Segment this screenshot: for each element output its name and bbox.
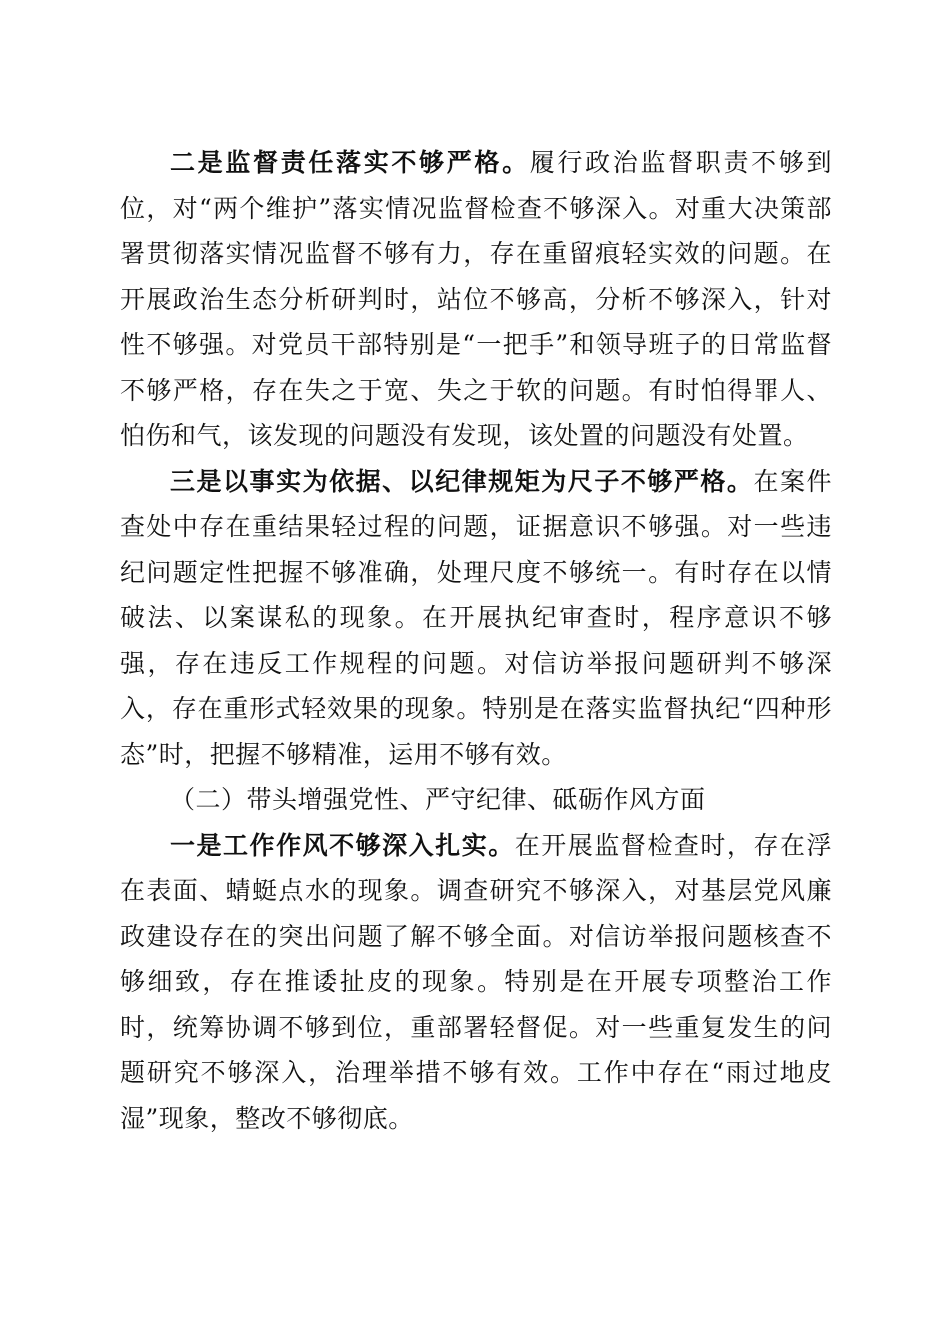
paragraph-body: 在开展监督检查时，存在浮在表面、蜻蜓点水的现象。调查研究不够深入，对基层党风廉政建设存在的突出问题了解不够全面。对信访举报问题核查不够细致，存在推诿扯皮的现象。特别是在开展专项整治工作时，统筹协调不够到位，重部署轻督促。对一些重复发生的问题研究不够深入，治理举措不够有效。工作中存在“雨过地皮湿”现象，整改不够彻底。 bbox=[120, 830, 832, 1133]
paragraph-lead: 三是以事实为依据、以纪律规矩为尺子不够严格。 bbox=[170, 466, 754, 496]
document-page bbox=[120, 140, 832, 1141]
paragraph-body: 履行政治监督职责不够到位，对“两个维护”落实情况监督检查不够深入。对重大决策部署贯彻落实情况监督不够有力，存在重留痕轻实效的问题。在开展政治生态分析研判时，站位不够高，分析不够深入，针对性不够强。对党员干部特别是“一把手”和领导班子的日常监督不够严格，存在失之于宽、失之于软的问题。有时怕得罪人、怕伤和气，该发现的问题没有发现，该处置的问题没有处置。 bbox=[120, 148, 832, 450]
paragraph-body: 在案件查处中存在重结果轻过程的问题，证据意识不够强。对一些违纪问题定性把握不够准确，处理尺度不够统一。有时存在以情破法、以案谋私的现象。在开展执纪审查时，程序意识不够强，存在违反工作规程的问题。对信访举报问题研判不够深入，存在重形式轻效果的现象。特别是在落实监督执纪“四种形态”时，把握不够精准，运用不够有效。 bbox=[120, 466, 832, 769]
paragraph-lead: 二是监督责任落实不够严格。 bbox=[170, 148, 530, 177]
paragraph-lead: 一是工作作风不够深入扎实。 bbox=[170, 830, 515, 860]
paragraph-facts-and-discipline bbox=[120, 459, 832, 778]
paragraph-supervision-responsibility bbox=[120, 140, 832, 459]
paragraph-work-style bbox=[120, 823, 832, 1142]
section-heading: （二）带头增强党性、严守纪律、砥砺作风方面 bbox=[170, 785, 706, 814]
